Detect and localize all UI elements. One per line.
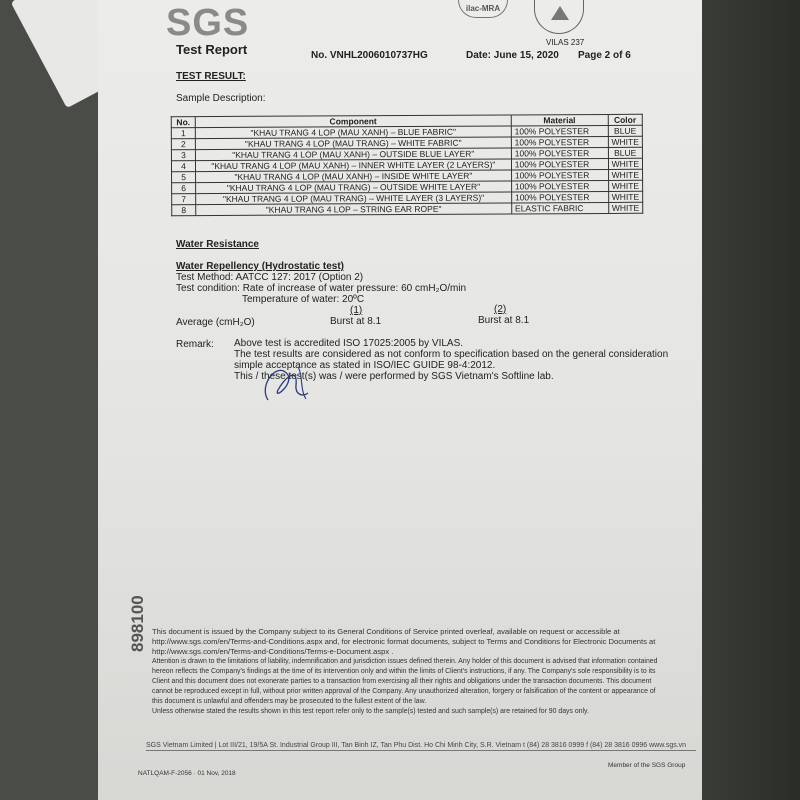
test-method: Test Method: AATCC 127: 2017 (Option 2) [176,272,364,283]
header-material: Material [511,114,608,126]
cell-color: WHITE [608,136,642,147]
header-no: No. [171,117,195,128]
document-page [98,0,702,800]
cell-material: 100% POLYESTER [511,158,608,170]
water-repellency-heading: Water Repellency (Hydrostatic test) [176,261,345,272]
cell-color: WHITE [608,169,642,180]
cell-color: WHITE [608,202,642,213]
cell-component: "KHAU TRANG 4 LOP (MAU TRANG) – WHITE LAYER (3 LAYERS)" [196,192,512,205]
test-result-heading: TEST RESULT: [176,71,246,82]
result-2: Burst at 8.1 [478,315,530,326]
serial-number: 898100 [128,595,147,652]
header-color: Color [608,114,642,125]
report-date: Date: June 15, 2020 [466,50,559,61]
footer-terms [152,627,682,717]
water-temperature: Temperature of water: 20ºC [242,294,365,305]
cell-material: 100% POLYESTER [511,180,608,192]
average-label: Average (cmH₂O) [176,317,255,328]
cell-color: WHITE [608,180,642,191]
cell-material: ELASTIC FABRIC [511,202,608,214]
cell-material: 100% POLYESTER [511,169,608,181]
cell-color: BLUE [608,147,642,158]
sgs-logo: SGS [166,2,250,44]
remark-label: Remark: [176,339,214,350]
remark-line-4: This / these test(s) was / were performed by SGS Vietnam's Softline lab. [234,371,554,382]
cell-material: 100% POLYESTER [511,125,608,137]
water-resistance-heading: Water Resistance [176,239,259,250]
cell-component: "KHAU TRANG 4 LOP (MAU XANH) – BLUE FABRIC" [195,126,511,139]
remark-line-2: The test results are considered as not conform to specification based on the general consideration [234,349,669,360]
report-title: Test Report [176,42,248,57]
sample-description-label: Sample Description: [176,93,266,104]
header-component: Component [195,115,511,128]
cell-no: 2 [171,139,195,150]
footer-line: Unless otherwise stated the results shown in this test report refer only to the sample(s) tested and such sample(s) are retained for 90 days only. [152,708,589,715]
boa-accreditation-logo [534,0,584,34]
components-table [171,114,644,216]
cell-component: "KHAU TRANG 4 LOP (MAU TRANG) – OUTSIDE WHITE LAYER" [196,181,512,194]
cell-component: "KHAU TRANG 4 LOP (MAU XANH) – INSIDE WHITE LAYER" [196,170,512,183]
cell-material: 100% POLYESTER [511,147,608,159]
cell-no: 4 [171,161,195,172]
cell-color: WHITE [608,158,642,169]
table-row [172,202,643,215]
cell-no: 8 [172,205,196,216]
member-label: Member of the SGS Group [608,762,686,769]
footer-line: This document is issued by the Company subject to its General Conditions of Service printed overleaf, available on request or accessible at [152,627,620,636]
footer-line: cannot be reproduced except in full, without prior written approval of the Company. Any unauthorized alteration, forgery or falsification of the content or appearance of [152,688,656,695]
cell-component: "KHAU TRANG 4 LOP (MAU XANH) – INNER WHITE LAYER (2 LAYERS)" [195,159,511,172]
company-address: SGS Vietnam Limited | Lot III/21, 19/5A St. Industrial Group III, Tan Binh IZ, Tan Phu Dist. Ho Chi Minh City, S.R. Vietnam t (84) 28 3816 0999 f (84) 28 3816 0996 www.sgs.vn [146,742,687,749]
footer-divider [146,750,696,751]
cell-no: 5 [172,172,196,183]
cell-no: 7 [172,194,196,205]
cell-material: 100% POLYESTER [511,136,608,148]
footer-line: http://www.sgs.com/en/Terms-and-Conditions.aspx and, for electronic format documents, subject to Terms and Conditions for Electronic Documents at [152,637,656,646]
footer-line: Attention is drawn to the limitations of liability, indemnification and jurisdiction issues defined therein. Any holder of this document is advised that information contained [152,658,658,665]
handwritten-signature [248,355,328,410]
cell-color: BLUE [608,125,642,136]
footer-line: Client and this document does not exonerate parties to a transaction from exercising all their rights and obligations under the transaction documents. This document [152,678,652,685]
page-number: Page 2 of 6 [578,50,631,61]
cell-material: 100% POLYESTER [511,191,608,203]
test-condition: Test condition: Rate of increase of water pressure: 60 cmH₂O/min [176,283,467,294]
cell-no: 3 [171,150,195,161]
ilac-mra-logo: ilac-MRA [458,0,508,18]
report-number: No. VNHL2006010737HG [311,50,428,61]
cell-no: 6 [172,183,196,194]
cell-color: WHITE [608,191,642,202]
column-1-label: (1) [350,305,363,316]
result-1: Burst at 8.1 [330,316,382,327]
cell-no: 1 [171,128,195,139]
form-number: NATLQAM-F-2056 · 01 Nov, 2018 [138,770,236,777]
footer-line: http://www.sgs.com/en/Terms-and-Conditions/Terms-e-Document.aspx . [152,647,394,656]
cell-component: "KHAU TRANG 4 LOP (MAU TRANG) – WHITE FABRIC" [195,137,511,150]
cell-component: "KHAU TRANG 4 LOP (MAU XANH) – OUTSIDE BLUE LAYER" [195,148,511,161]
vilas-label: VILAS 237 [546,38,585,47]
footer-line: this document is unlawful and offenders may be prosecuted to the fullest extent of the law. [152,698,427,705]
column-2-label: (2) [494,304,507,315]
footer-line: hereon reflects the Company's findings at the time of its intervention only and within the limits of Client's instructions, if any. The Company's sole responsibility is to its [152,668,656,675]
remark-line-1: Above test is accredited ISO 17025:2005 by VILAS. [234,338,464,349]
cell-component: "KHAU TRANG 4 LOP – STRING EAR ROPE" [196,203,512,216]
remark-line-3: simple acceptance as stated in ISO/IEC GUIDE 98-4:2012. [234,360,496,371]
